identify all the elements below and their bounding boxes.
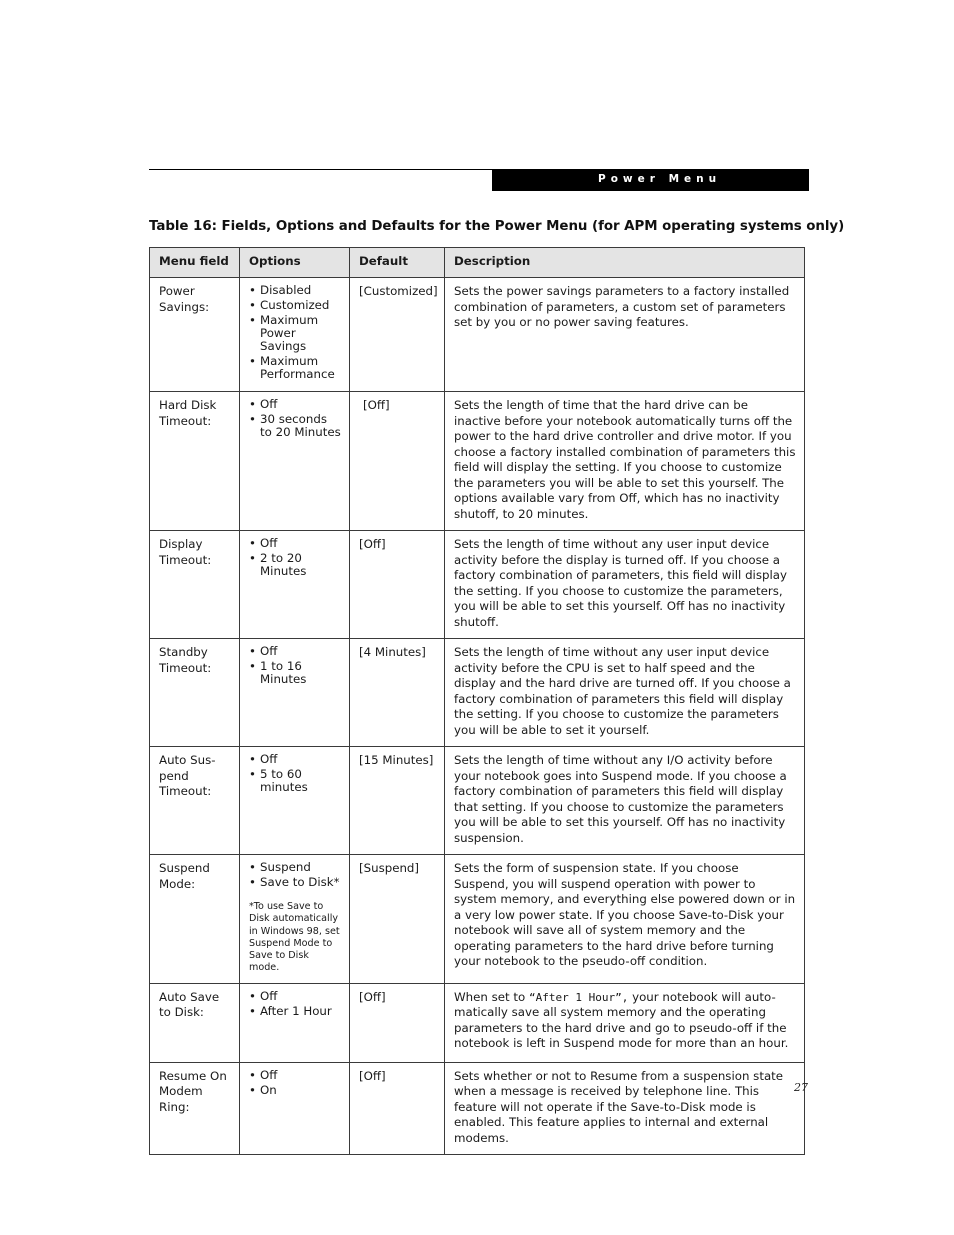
option-item: • Off	[249, 537, 341, 550]
option-item: • After 1 Hour	[249, 1005, 341, 1018]
default-cell: [Off]	[350, 392, 445, 531]
option-item: • Off	[249, 753, 341, 766]
options-cell	[240, 747, 350, 855]
default-cell: [Off]	[350, 983, 445, 1062]
section-header-bar	[492, 169, 809, 191]
options-list	[249, 398, 341, 439]
option-item: • Off	[249, 990, 341, 1003]
header-description: Description	[445, 248, 805, 278]
option-item: • Maximum Performance	[249, 355, 341, 381]
menu-field-cell: Standby Timeout:	[150, 639, 240, 747]
description-cell: Sets the power savings parameters to a factory installed combination of parameters, a custom set of parameters set by you or no power saving features.	[445, 278, 805, 392]
option-item: • Off	[249, 398, 341, 411]
options-list	[249, 537, 341, 578]
options-cell	[240, 983, 350, 1062]
menu-field-cell: Hard Disk Timeout:	[150, 392, 240, 531]
table-row	[150, 747, 805, 855]
menu-field-cell: Display Timeout:	[150, 531, 240, 639]
option-item: • On	[249, 1084, 341, 1097]
option-item: • 30 seconds to 20 Minutes	[249, 413, 341, 439]
default-cell: [Off]	[350, 1062, 445, 1155]
default-cell: [4 Minutes]	[350, 639, 445, 747]
options-cell	[240, 531, 350, 639]
header-rule	[149, 169, 493, 170]
menu-field-cell: Power Savings:	[150, 278, 240, 392]
description-cell: Sets the length of time without any user input device activity before the display is turned off. If you choose a factory combination of parameters, this field will display the setting. If you choose to customize the parameters, you will be able to set this yourself. Off has no inactivity shutoff.	[445, 531, 805, 639]
menu-field-cell: Auto Save to Disk:	[150, 983, 240, 1062]
option-item: • Maximum Power Savings	[249, 314, 341, 353]
table-header-row	[150, 248, 805, 278]
options-cell	[240, 278, 350, 392]
table-row	[150, 855, 805, 984]
page-number: 27	[794, 1081, 808, 1094]
table-row	[150, 278, 805, 392]
options-cell	[240, 855, 350, 984]
menu-field-cell: Suspend Mode:	[150, 855, 240, 984]
description-cell: Sets the length of time that the hard drive can be inactive before your notebook automatically turns off the power to the hard drive controller and drive motor. If you choose a factory installed combination of parameters this field will display the setting. If you choose to customize the parameters you will be able to set this yourself. The options available vary from Off, which has no inactivity shutoff, to 20 minutes.	[445, 392, 805, 531]
option-item: • 5 to 60 minutes	[249, 768, 341, 794]
options-cell	[240, 392, 350, 531]
option-item: • 2 to 20 Minutes	[249, 552, 341, 578]
table-row	[150, 1062, 805, 1155]
description-cell	[445, 983, 805, 1062]
table-row	[150, 392, 805, 531]
option-item: • Off	[249, 1069, 341, 1082]
description-cell: Sets the length of time without any user input device activity before the CPU is set to half speed and the display and the hard drive are turned off. If you choose a factory combination of parameters this field will display the setting. If you choose to customize the parameters you will be able to set it yourself.	[445, 639, 805, 747]
table-row	[150, 639, 805, 747]
power-menu-table	[149, 247, 805, 1155]
table-row	[150, 983, 805, 1062]
option-item: • Disabled	[249, 284, 341, 297]
default-cell: [Suspend]	[350, 855, 445, 984]
description-cell: Sets the form of suspension state. If you choose Suspend, you will suspend operation with power to system memory, and everything else powered down or in a very low power state. If you choose Save-to-Disk your notebook will save all of system memory and the operating parameters to the hard drive before turning your notebook to the pseudo-off condition.	[445, 855, 805, 984]
header-default: Default	[350, 248, 445, 278]
menu-field-cell: Resume On Modem Ring:	[150, 1062, 240, 1155]
menu-field-cell: Auto Sus- pend Timeout:	[150, 747, 240, 855]
description-prefix: When set to	[454, 989, 529, 1004]
option-item: • 1 to 16 Minutes	[249, 660, 341, 686]
header-options: Options	[240, 248, 350, 278]
description-cell: Sets the length of time without any I/O activity before your notebook goes into Suspend mode. If you choose a factory combination of parameters this field will display that setting. If you choose to customize the parameters you will be able to set this yourself. Off has no inactivity suspension.	[445, 747, 805, 855]
option-item: • Suspend	[249, 861, 341, 874]
options-list	[249, 861, 341, 889]
options-list	[249, 1069, 341, 1097]
description-cell: Sets whether or not to Resume from a suspension state when a message is received by telephone line. This feature will not operate if the Save-to-Disk mode is enabled. This feature applies to internal and external modems.	[445, 1062, 805, 1155]
options-list	[249, 645, 341, 686]
options-list	[249, 284, 341, 381]
option-item: • Off	[249, 645, 341, 658]
description-code: “After 1 Hour”,	[529, 990, 629, 1004]
option-item: • Customized	[249, 299, 341, 312]
default-cell: [15 Minutes]	[350, 747, 445, 855]
options-cell	[240, 639, 350, 747]
default-cell: [Customized]	[350, 278, 445, 392]
section-title: Power Menu	[598, 173, 722, 185]
option-item: • Save to Disk*	[249, 876, 341, 889]
options-cell	[240, 1062, 350, 1155]
footnote-text: *To use Save to Disk automatically in Windows 98, set Suspend Mode to Save to Disk mode.	[249, 901, 340, 974]
header-menu-field: Menu field	[150, 248, 240, 278]
description-text: your notebook will auto-matically save all system memory and the operating parameters to the hard drive and go to pseudo-off if the notebook is left in Suspend mode for more than an hour.	[454, 989, 789, 1051]
options-list	[249, 990, 341, 1018]
options-list	[249, 753, 341, 794]
default-cell: [Off]	[350, 531, 445, 639]
table-title: Table 16: Fields, Options and Defaults for the Power Menu (for APM operating systems only)	[149, 219, 845, 234]
table-row	[150, 531, 805, 639]
